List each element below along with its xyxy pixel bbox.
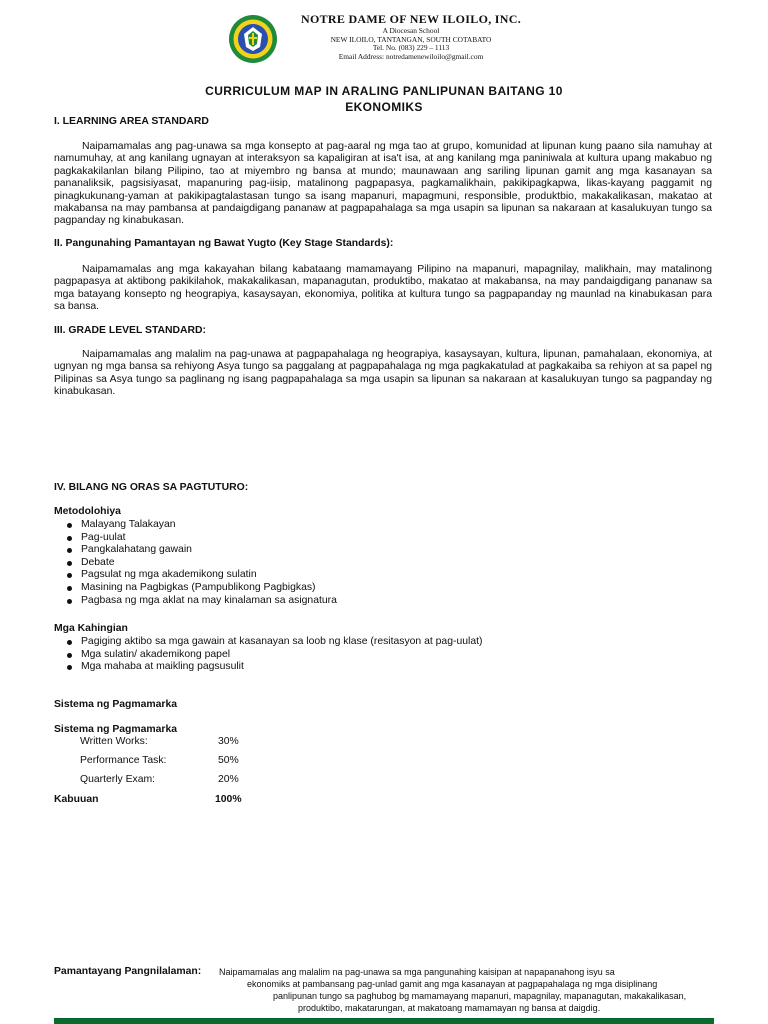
list-item [66,569,337,582]
section-2-heading: II. Pangunahing Pamantayan ng Bawat Yugto (Key Stage Standards): [54,238,394,249]
metodolohiya-heading: Metodolohiya [54,506,121,517]
school-name: NOTRE DAME OF NEW ILOILO, INC. [300,12,522,26]
list-item [66,636,482,649]
list-item [66,595,337,608]
list-item-text: Mga sulatin/ akademikong papel [81,648,231,660]
list-item-text: Masining na Pagbigkas (Pampublikong Pagbigkas) [81,581,316,593]
table-header-bar [54,1018,714,1024]
list-item [66,661,482,674]
bullet-icon [67,599,72,604]
school-telephone: Tel. No. (083) 229 – 1113 [372,43,450,53]
list-item [66,582,337,595]
grading-row-label: Written Works: [80,736,148,747]
school-address: NEW ILOILO, TANTANGAN, SOUTH COTABATO [330,34,492,44]
bullet-icon [67,536,72,541]
school-subtitle: A Diocesan School [382,26,440,35]
bullet-icon [67,573,72,578]
school-email: Email Address: notredamenewiloilo@gmail.com [338,51,484,61]
pamantayan-line: produktibo, makatarungan, at makatoang mamamayan ng bansa at daigdig. [298,1003,601,1013]
grading-row-label: Performance Task: [80,755,167,766]
section-1-text: Naipamamalas ang pag-unawa sa mga konsepto at pag-aaral ng mga tao at grupo, komunidad at lipunan kung paano sila namuhay at namumuhay, at ang kanilang ugnayan at interaksyon sa kapaligiran at isa't isa, at ang kanilang mga paniniwala at kultura upang makabuo ng pagkakakilanlan bilang Pilipino, tao at miyembro ng bansa at mundo; maunawaan ang sariling lipunan gamit ang mga kasanayan sa pananaliksik, pagsisiyasat, mapanuring pag-iisip, matalinong pagpapasya, pagkamalikhain, pakikipagkapwa, likas-kayang paggamit ng pinagkukunang-yaman at pakikipagtalastasan tungo sa isang mapanuri, mapagmuni, responsible, produktbio, makakalikasan, makatao at makabansa na may pambansa at pandaigdigang pananaw at pagpapahalaga sa mga usapin sa lipunan sa nakaraan at kasalukuyan tungo sa pagpanday ng kinabukasan. [54,141,712,227]
bullet-icon [67,665,72,670]
list-item-text: Pagiging aktibo sa mga gawain at kasanayan sa loob ng klase (resitasyon at pag-uulat) [81,636,483,647]
grading-row-value: 50% [218,755,239,766]
school-info [286,12,536,61]
grading-total-label: Kabuuan [54,794,99,805]
metodolohiya-list [66,519,337,607]
grading-row-label: Quarterly Exam: [80,774,156,785]
section-3-text: Naipamamalas ang malalim na pag-unawa at pagpapahalaga ng heograpiya, kasaysayan, kultura, lipunan, pamahalaan, ekonomiya, at ugnyan ng mga bansa sa rehiyong Asya tungo sa paggalang at pagpapahalaga ng mga pagkakatulad at pagkakaiba sa rehiyon at sa papel ng Pilipinas sa Asya tungo sa paglinang ng isang pagpapahalaga sa mga usapin sa lipunan sa nakaraan at kasalukuyan tungo sa pagpanday ng kinabukasan. [54,349,712,398]
list-item [66,519,337,532]
list-item [66,557,337,570]
bullet-icon [67,523,72,528]
bullet-icon [67,586,72,591]
pamantayan-label: Pamantayang Pangnilalaman: [54,966,202,977]
list-item-text: Debate [81,556,115,568]
section-4-heading: IV. BILANG NG ORAS SA PAGTUTURO: [54,482,249,493]
list-item-text: Pag-uulat [81,531,126,543]
grading-total-value: 100% [215,794,242,805]
school-seal-icon [228,14,278,64]
list-item-text: Mga mahaba at maikling pagsusulit [81,661,244,673]
kahingian-heading: Mga Kahingian [54,623,128,634]
list-item-text: Pagsulat ng mga akademikong sulatin [81,569,257,581]
grading-heading-1: Sistema ng Pagmamarka [54,699,178,710]
section-1-heading: I. LEARNING AREA STANDARD [54,116,209,127]
section-3-heading: III. GRADE LEVEL STANDARD: [54,325,207,336]
document-title: CURRICULUM MAP IN ARALING PANLIPUNAN BAITANG 10 [205,84,563,98]
pamantayan-line: Naipamamalas ang malalim na pag-unawa sa mga pangunahing kaisipan at napapanahong isyu sa [219,967,615,977]
bullet-icon [67,561,72,566]
grading-row-value: 30% [218,736,239,747]
section-2-text: Naipamamalas ang mga kakayahan bilang kabataang mamamayang Pilipino na mapanuri, mapagnilay, malikhain, may matalinong pagpapasya at aktibong pakikilahok, makakalikasan, mapanagutan, produktibo, makatao at makabansa, na may pandaigdigang pananaw sa mga batayang konsepto ng heograpiya, kasaysayan, ekonomiya, politika at kultura tungo sa pagpapanday ng maunlad na kinabukasan para sa bansa. [54,264,712,313]
list-item [66,544,337,557]
grading-heading-2: Sistema ng Pagmamarka [54,724,178,735]
list-item-text: Pagbasa ng mga aklat na may kinalaman sa asignatura [81,594,337,606]
grading-total-row [54,794,254,805]
list-item-text: Malayang Talakayan [81,519,176,530]
list-item-text: Pangkalahatang gawain [81,544,192,556]
pamantayan-line: ekonomiks at pambansang pag-unlad gamit ang mga kasanayan at pagpapahalaga ng mga disiplinang [247,979,658,989]
school-header [228,12,588,68]
document-subtitle: EKONOMIKS [345,100,423,114]
bullet-icon [67,653,72,658]
pamantayan-line: panlipunan tungo sa paghubog bg mamamayang mapanuri, mapagnilay, mapanagutan, makakalikasan, [273,991,687,1001]
kahingian-list [66,636,482,674]
bullet-icon [67,548,72,553]
bullet-icon [67,640,72,645]
list-item [66,649,482,662]
list-item [66,532,337,545]
grading-row-value: 20% [218,774,239,785]
